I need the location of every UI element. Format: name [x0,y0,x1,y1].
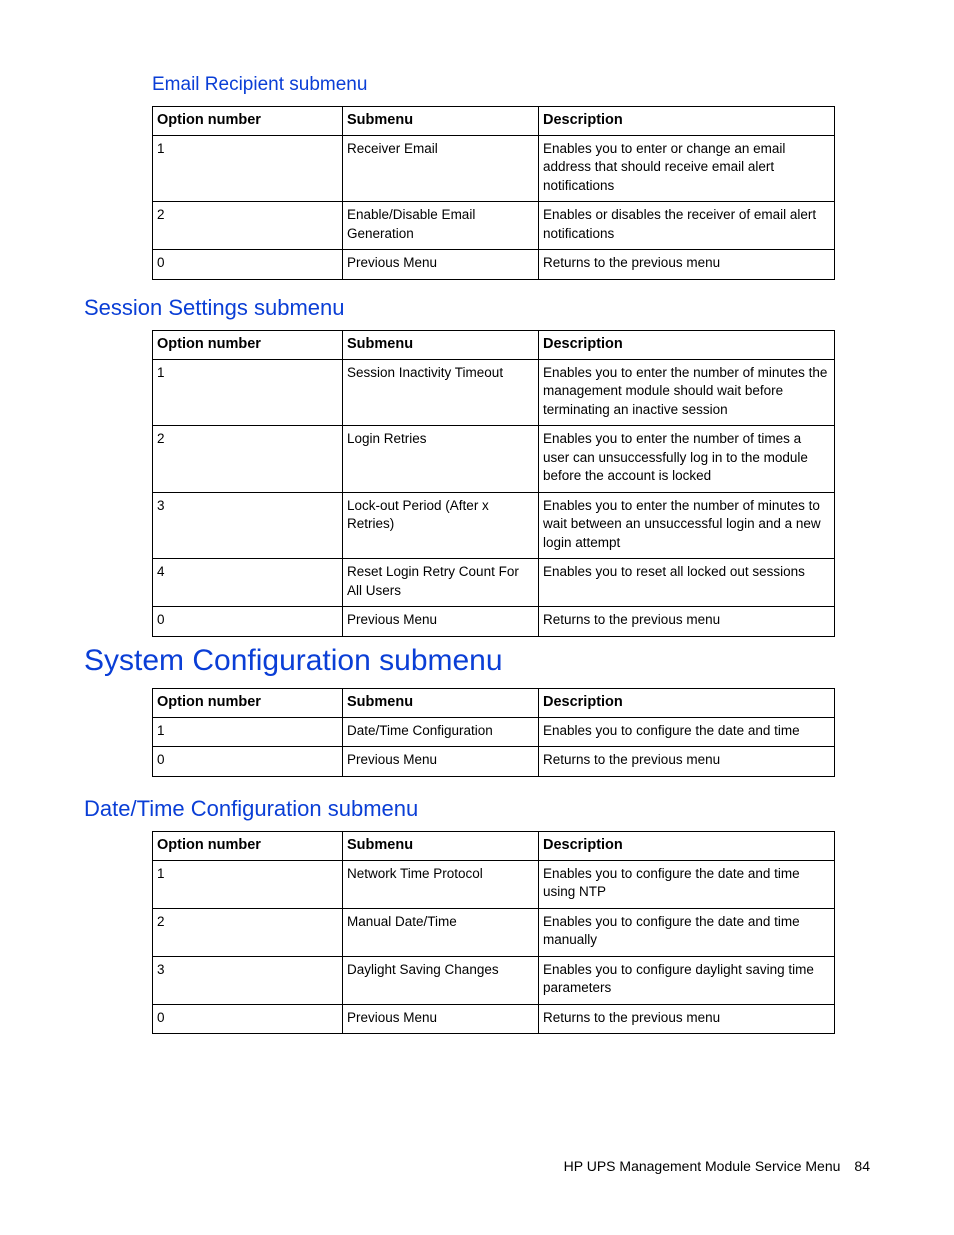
system-configuration-heading: System Configuration submenu [84,644,503,677]
col-submenu: Submenu [343,832,539,861]
table-header-row [153,107,835,136]
submenu-name: Enable/Disable Email Generation [343,202,539,250]
option-number: 4 [153,559,343,607]
date-time-configuration-heading: Date/Time Configuration submenu [84,796,419,821]
table-row [153,426,835,493]
table-row [153,135,835,202]
table-row [153,956,835,1004]
submenu-name: Previous Menu [343,607,539,637]
option-number: 1 [153,359,343,426]
option-number: 1 [153,717,343,747]
submenu-name: Lock-out Period (After x Retries) [343,492,539,559]
col-submenu: Submenu [343,689,539,718]
col-description: Description [539,107,835,136]
option-number: 3 [153,956,343,1004]
description: Returns to the previous menu [539,250,835,280]
description: Returns to the previous menu [539,747,835,777]
session-settings-table [152,330,835,637]
description: Returns to the previous menu [539,607,835,637]
submenu-name: Previous Menu [343,250,539,280]
table-row [153,250,835,280]
submenu-name: Receiver Email [343,135,539,202]
table-row [153,492,835,559]
description: Enables you to configure daylight saving time parameters [539,956,835,1004]
table-row [153,607,835,637]
submenu-name: Login Retries [343,426,539,493]
description: Returns to the previous menu [539,1004,835,1034]
footer-title: HP UPS Management Module Service Menu [563,1158,841,1174]
col-description: Description [539,832,835,861]
table-header-row [153,832,835,861]
submenu-name: Previous Menu [343,1004,539,1034]
col-description: Description [539,331,835,360]
table-row [153,359,835,426]
table-row [153,860,835,908]
page-number: 84 [854,1158,870,1174]
page-footer [564,1158,870,1174]
option-number: 2 [153,426,343,493]
submenu-name: Reset Login Retry Count For All Users [343,559,539,607]
submenu-name: Daylight Saving Changes [343,956,539,1004]
description: Enables you to enter the number of times a user can unsuccessfully log in to the module before the account is locked [539,426,835,493]
description: Enables you to configure the date and time manually [539,908,835,956]
option-number: 1 [153,135,343,202]
col-description: Description [539,689,835,718]
table-row [153,1004,835,1034]
description: Enables you to enter the number of minutes the management module should wait before terminating an inactive session [539,359,835,426]
table-row [153,202,835,250]
option-number: 1 [153,860,343,908]
col-option-number: Option number [153,107,343,136]
col-option-number: Option number [153,331,343,360]
email-recipient-table [152,106,835,280]
option-number: 0 [153,250,343,280]
description: Enables you to enter or change an email address that should receive email alert notifications [539,135,835,202]
system-configuration-table [152,688,835,777]
table-header-row [153,689,835,718]
option-number: 0 [153,1004,343,1034]
submenu-name: Session Inactivity Timeout [343,359,539,426]
option-number: 3 [153,492,343,559]
description: Enables you to enter the number of minutes to wait between an unsuccessful login and a new login attempt [539,492,835,559]
col-option-number: Option number [153,832,343,861]
session-settings-heading: Session Settings submenu [84,295,345,320]
col-submenu: Submenu [343,331,539,360]
date-time-configuration-table [152,831,835,1034]
description: Enables or disables the receiver of email alert notifications [539,202,835,250]
option-number: 2 [153,202,343,250]
option-number: 0 [153,607,343,637]
table-header-row [153,331,835,360]
option-number: 2 [153,908,343,956]
email-recipient-heading: Email Recipient submenu [152,74,368,95]
table-row [153,908,835,956]
submenu-name: Date/Time Configuration [343,717,539,747]
table-row [153,747,835,777]
submenu-name: Previous Menu [343,747,539,777]
table-row [153,717,835,747]
submenu-name: Network Time Protocol [343,860,539,908]
table-row [153,559,835,607]
col-option-number: Option number [153,689,343,718]
description: Enables you to configure the date and time [539,717,835,747]
description: Enables you to configure the date and time using NTP [539,860,835,908]
submenu-name: Manual Date/Time [343,908,539,956]
option-number: 0 [153,747,343,777]
description: Enables you to reset all locked out sessions [539,559,835,607]
col-submenu: Submenu [343,107,539,136]
